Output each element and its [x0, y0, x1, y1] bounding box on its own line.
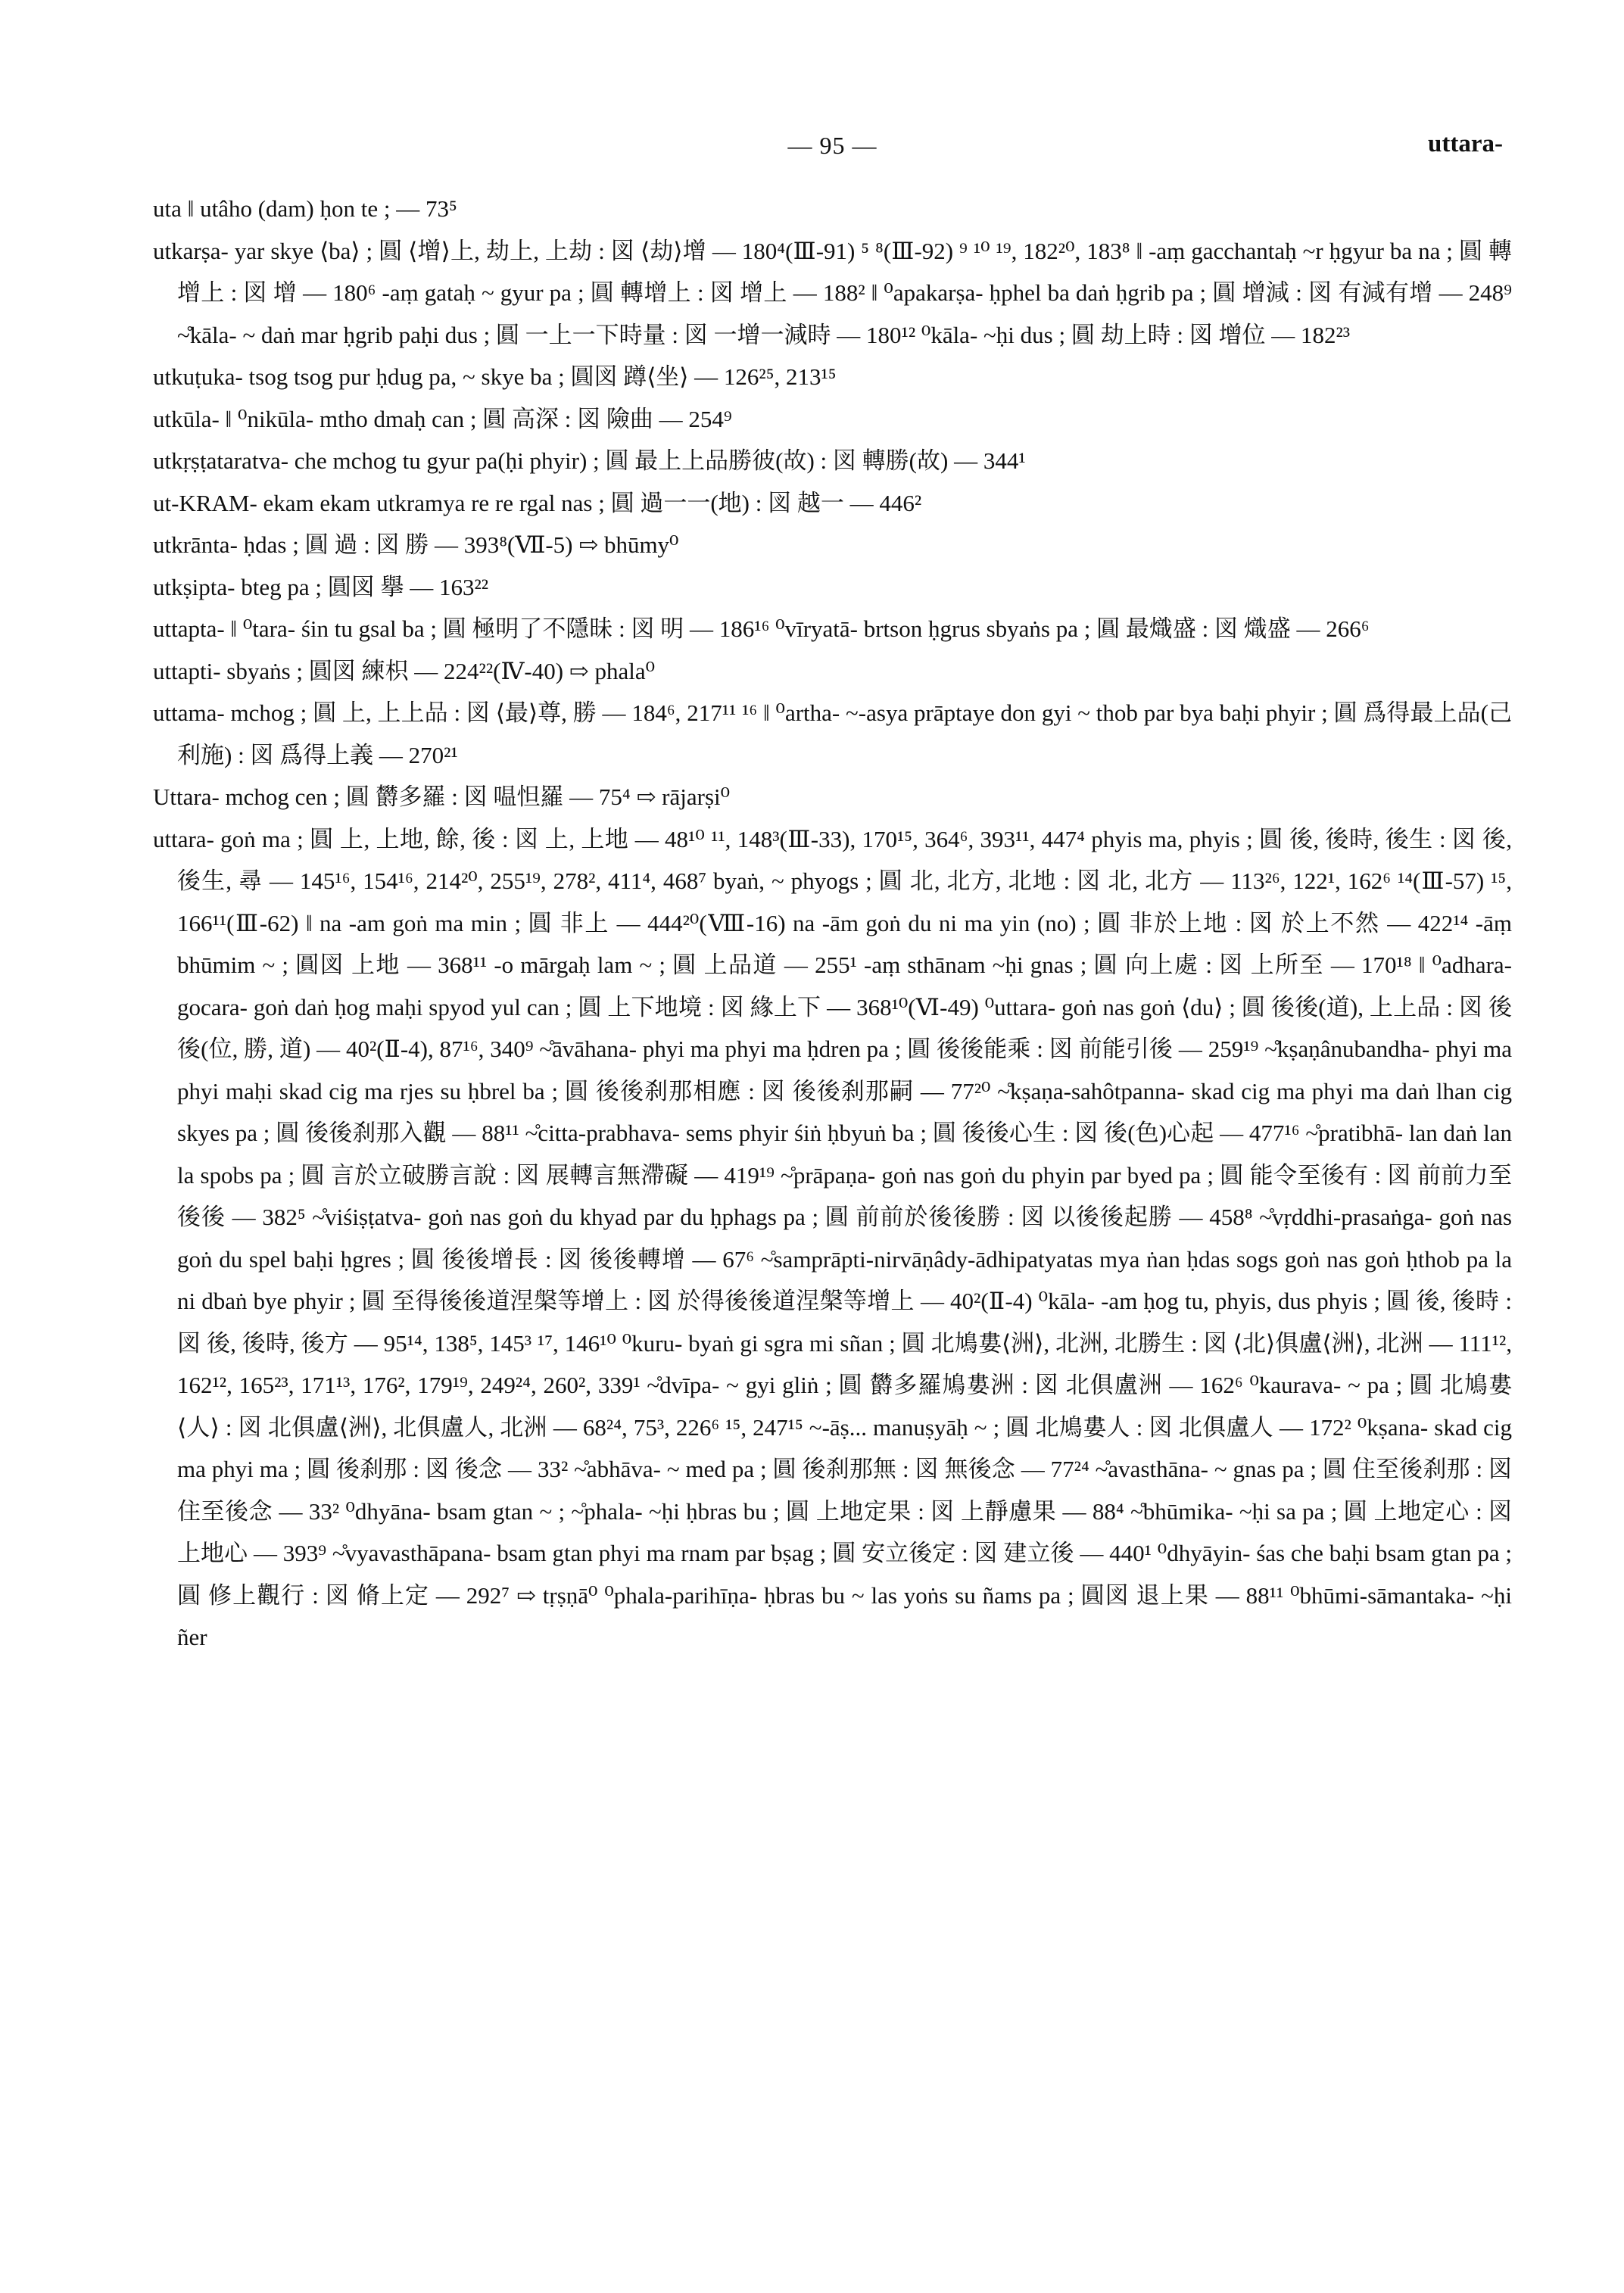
entry-utkranta: utkrānta- ḥdas ; 圓 過 : 図 勝 — 393⁸(Ⅶ-5) ⇨ bhūmy⁰	[153, 531, 679, 558]
entry-utkarsa: utkarṣa- yar skye ⟨ba⟩ ; 圓 ⟨增⟩上, 劫上, 上劫 : 図 ⟨劫⟩增 — 180⁴(Ⅲ-91) ⁵ ⁸(Ⅲ-92) ⁹ ¹⁰ ¹⁹, 182²⁰, 183⁸ ‖ -aṃ gacchantaḥ ~r ḥgyur ba na ; 圓 轉增上 : 図 增 — 180⁶ -aṃ gataḥ ~ gyur pa ; 圓 轉增上 : 図 增上 — 188² ‖ ⁰apakarṣa- ḥphel ba daṅ ḥgrib pa ; 圓 增減 : 図 有減有增 — 248⁹ ~̊kāla- ~ daṅ mar ḥgrib paḥi dus ; 圓 一上一下時量 : 図 一增一減時 — 180¹² ⁰kāla- ~ḥi dus ; 圓 劫上時 : 図 增位 — 182²³	[153, 237, 1512, 348]
running-head: uttara-	[1428, 130, 1503, 157]
entry-uttara-proper: Uttara- mchog cen ; 圓 欝多羅 : 図 嗢怛羅 — 75⁴ ⇨ rājarṣi⁰	[153, 784, 731, 810]
entry-uttapti: uttapti- sbyaṅs ; 圓図 練枳 — 224²²(Ⅳ-40) ⇨ phala⁰	[153, 657, 656, 684]
entry-uta: uta ‖ utâho (dam) ḥon te ; — 73⁵	[153, 195, 457, 222]
entry-uttapta: uttapta- ‖ ⁰tara- śin tu gsal ba ; 圓 極明了不隱昧 : 図 明 — 186¹⁶ ⁰vīryatā- brtson ḥgrus sbyaṅs pa ; 圓 最熾盛 : 図 熾盛 — 266⁶	[153, 615, 1370, 642]
page-number: — 95 —	[787, 132, 877, 159]
entry-uttama: uttama- mchog ; 圓 上, 上上品 : 図 ⟨最⟩尊, 勝 — 184⁶, 217¹¹ ¹⁶ ‖ ⁰artha- ~-asya prāptaye don gyi ~ thob par bya baḥi phyir ; 圓 爲得最上品(己利施) : 図 爲得上義 — 270²¹	[153, 699, 1512, 768]
page-header	[153, 127, 1512, 188]
entry-utkutuka: utkuṭuka- tsog tsog pur ḥdug pa, ~ skye ba ; 圓図 蹲⟨坐⟩ — 126²⁵, 213¹⁵	[153, 363, 837, 390]
entry-uttara: uttara- goṅ ma ; 圓 上, 上地, 餘, 後 : 図 上, 上地 — 48¹⁰ ¹¹, 148³(Ⅲ-33), 170¹⁵, 364⁶, 393¹¹, 447⁴ phyis ma, phyis ; 圓 後, 後時, 後生 : 図 後, 後生, 尋 — 145¹⁶, 154¹⁶, 214²⁰, 255¹⁹, 278², 411⁴, 468⁷ byaṅ, ~ phyogs ; 圓 北, 北方, 北地 : 図 北, 北方 — 113²⁶, 122¹, 162⁶ ¹⁴(Ⅲ-57) ¹⁵, 166¹¹(Ⅲ-62) ‖ na -am goṅ ma min ; 圓 非上 — 444²⁰(Ⅷ-16) na -ām goṅ du ni ma yin (no) ; 圓 非於上地 : 図 於上不然 — 422¹⁴ -āṃ bhūmim ~ ; 圓図 上地 — 368¹¹ -o mārgaḥ lam ~ ; 圓 上品道 — 255¹ -aṃ sthānam ~ḥi gnas ; 圓 向上處 : 図 上所至 — 170¹⁸ ‖ ⁰adhara-gocara- goṅ daṅ ḥog maḥi spyod yul can ; 圓 上下地境 : 図 緣上下 — 368¹⁰(Ⅵ-49) ⁰uttara- goṅ nas goṅ ⟨du⟩ ; 圓 後後(道), 上上品 : 図 後後(位, 勝, 道) — 40²(Ⅱ-4), 87¹⁶, 340⁹ ~̊āvāhana- phyi ma phyi ma ḥdren pa ; 圓 後後能乘 : 図 前能引後 — 259¹⁹ ~̊kṣaṇânubandha- phyi ma phyi maḥi skad cig ma rjes su ḥbrel ba ; 圓 後後刹那相應 : 図 後後刹那嗣 — 77²⁰ ~̊kṣaṇa-sahôtpanna- skad cig ma phyi ma daṅ lhan cig skyes pa ; 圓 後後刹那入觀 — 88¹¹ ~̊citta-prabhava- sems phyir śiṅ ḥbyuṅ ba ; 圓 後後心生 : 図 後(色)心起 — 477¹⁶ ~̊pratibhā- lan daṅ lan la spobs pa ; 圓 言於立破勝言說 : 図 展轉言無滯礙 — 419¹⁹ ~̊prāpaṇa- goṅ nas goṅ du phyin par byed pa ; 圓 能令至後有 : 図 前前力至後後 — 382⁵ ~̊viśiṣṭatva- goṅ nas goṅ du khyad par du ḥphags pa ; 圓 前前於後後勝 : 図 以後後起勝 — 458⁸ ~̊vṛddhi-prasaṅga- goṅ nas goṅ du spel baḥi ḥgres ; 圓 後後增長 : 図 後後轉增 — 67⁶ ~̊samprāpti-nirvāṇâdy-ādhipatyatas mya ṅan ḥdas sogs goṅ nas goṅ ḥthob pa la ni dbaṅ bye phyir ; 圓 至得後後道涅槃等增上 : 図 於得後後道涅槃等增上 — 40²(Ⅱ-4) ⁰kāla- -am ḥog tu, phyis, dus phyis ; 圓 後, 後時 : 図 後, 後時, 後方 — 95¹⁴, 138⁵, 145³ ¹⁷, 146¹⁰ ⁰kuru- byaṅ gi sgra mi sñan ; 圓 北鳩婁⟨洲⟩, 北洲, 北勝生 : 図 ⟨北⟩俱盧⟨洲⟩, 北洲 — 111¹², 162¹², 165²³, 171¹³, 176², 179¹⁹, 249²⁴, 260², 339¹ ~̊dvīpa- ~ gyi gliṅ ; 圓 欝多羅鳩婁洲 : 図 北俱盧洲 — 162⁶ ⁰kaurava- ~ pa ; 圓 北鳩婁⟨人⟩ : 図 北俱盧⟨洲⟩, 北俱盧人, 北洲 — 68²⁴, 75³, 226⁶ ¹⁵, 247¹⁵ ~-āṣ... manuṣyāḥ ~ ; 圓 北鳩婁人 : 図 北俱盧人 — 172² ⁰kṣana- skad cig ma phyi ma ; 圓 後刹那 : 図 後念 — 33² ~̊abhāva- ~ med pa ; 圓 後刹那無 : 図 無後念 — 77²⁴ ~̊avasthāna- ~ gnas pa ; 圓 住至後刹那 : 図 住至後念 — 33² ⁰dhyāna- bsam gtan ~ ; ~̊phala- ~ḥi ḥbras bu ; 圓 上地定果 : 図 上靜慮果 — 88⁴ ~̊bhūmika- ~ḥi sa pa ; 圓 上地定心 : 図 上地心 — 393⁹ ~̊vyavasthāpana- bsam gtan phyi ma rnam par bṣag ; 圓 安立後定 : 図 建立後 — 440¹ ⁰dhyāyin- śas che baḥi bsam gtan pa ; 圓 修上觀行 : 図 脩上定 — 292⁷ ⇨ tṛṣṇā⁰ ⁰phala-parihīṇa- ḥbras bu ~ las yoṅs su ñams pa ; 圓図 退上果 — 88¹¹ ⁰bhūmi-sāmantaka- ~ḥi ñer	[153, 825, 1512, 1650]
entry-utkrstataratva: utkṛṣṭataratva- che mchog tu gyur pa(ḥi phyir) ; 圓 最上上品勝彼(故) : 図 轉勝(故) — 344¹	[153, 447, 1026, 474]
entry-utksipta: utkṣipta- bteg pa ; 圓図 擧 — 163²²	[153, 573, 489, 600]
entry-utkula: utkūla- ‖ ⁰nikūla- mtho dmaḥ can ; 圓 高深 : 図 險曲 — 254⁹	[153, 405, 732, 432]
entry-list	[153, 188, 1512, 1659]
entry-ut-kram: ut-KRAM- ekam ekam utkramya re re rgal nas ; 圓 過一一(地) : 図 越一 — 446²	[153, 489, 922, 516]
